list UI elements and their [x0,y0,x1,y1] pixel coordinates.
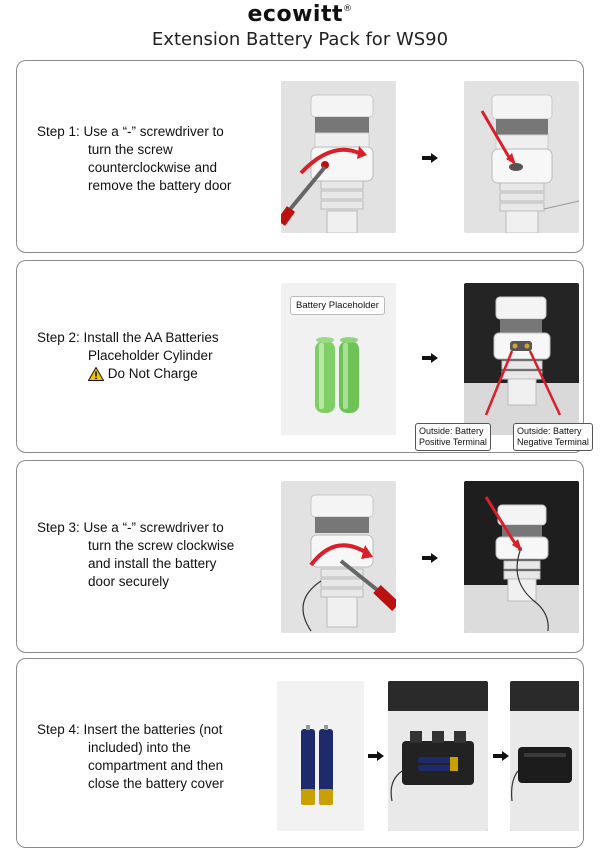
step-3-line-2: turn the screw clockwise [88,538,235,553]
positive-callout-line-1: Outside: Battery [419,426,484,436]
positive-terminal-callout [415,423,491,451]
arrow-right-icon [422,553,438,563]
step-1-line-4: remove the battery door [88,178,232,193]
step-3-line-4: door securely [88,574,170,589]
step-1-line-3: counterclockwise and [88,160,218,175]
negative-terminal-callout [513,423,593,451]
step-2-photo-placeholder [281,283,396,435]
arrow-right-icon [368,751,384,761]
step-4-card [16,658,584,848]
brand-logo [0,2,600,27]
step-2-line-1: Install the AA Batteries [83,330,219,345]
step-1-prefix: Step 1: [37,124,80,139]
step-3-photo-door-installed [464,481,579,633]
step-1-card [16,60,584,253]
step-4-photo-batteries [277,681,364,831]
step-3-card [16,460,584,653]
page-title: Extension Battery Pack for WS90 [151,29,449,50]
step-4-photo-open-compartment [388,681,488,831]
placeholder-label: Battery Placeholder [290,296,385,315]
step-2-photo-terminals [464,283,579,435]
step-4-text [37,721,224,793]
positive-callout-line-2: Positive Terminal [419,437,487,447]
step-2-text [37,329,219,383]
registered-mark: ® [342,4,353,14]
step-3-line-1: Use a “-” screwdriver to [83,520,224,535]
step-3-text [37,519,234,591]
step-1-photo-screwdriver [281,81,396,233]
step-3-line-3: and install the battery [88,556,217,571]
step-4-line-3: compartment and then [88,758,224,773]
step-2-prefix: Step 2: [37,330,80,345]
step-4-photo-closed-cover [510,681,593,831]
arrow-right-icon [422,153,438,163]
step-1-photo-door-removed [464,81,579,233]
negative-callout-line-2: Negative Terminal [517,437,589,447]
step-3-photo-screwdriver [281,481,396,633]
step-4-line-1: Insert the batteries (not [83,722,223,737]
step-4-line-2: included) into the [88,740,191,755]
step-2-card [16,260,589,453]
arrow-right-icon [422,353,438,363]
step-2-line-2: Placeholder Cylinder [88,348,213,363]
step-1-line-1: Use a “-” screwdriver to [83,124,224,139]
step-1-line-2: turn the screw [88,142,173,157]
step-1-text [37,123,231,195]
negative-callout-line-1: Outside: Battery [517,426,582,436]
step-2-warning-text: Do Not Charge [107,366,198,381]
step-4-prefix: Step 4: [37,722,80,737]
arrow-right-icon [493,751,509,761]
step-4-line-4: close the battery cover [88,776,224,791]
step-3-prefix: Step 3: [37,520,80,535]
brand-name: ecowitt [247,2,343,27]
warning-icon [88,367,104,381]
